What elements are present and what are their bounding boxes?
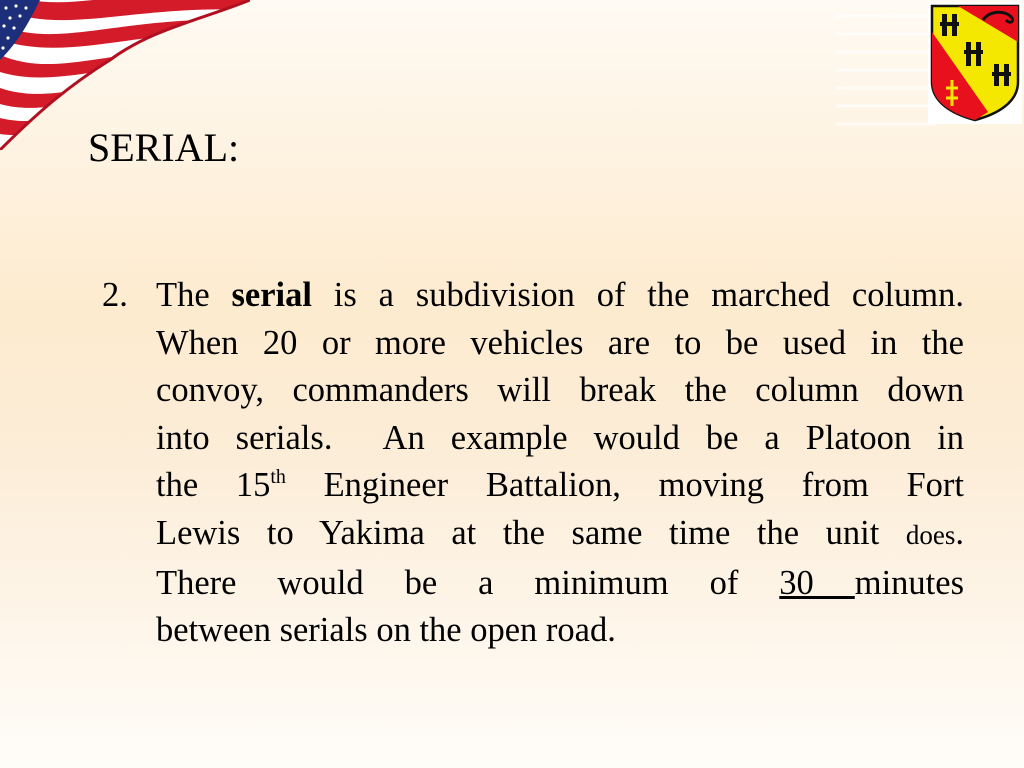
- superscript: th: [270, 466, 286, 489]
- list-item: [102, 272, 964, 655]
- small-text: does: [905, 519, 956, 550]
- text-run: The: [156, 276, 232, 314]
- text-line: between serials on the open road.: [156, 611, 616, 650]
- text-run: is a subdivision of the marched column.: [311, 276, 964, 314]
- text-run: There would be a minimum of: [156, 563, 780, 602]
- bold-term: serial: [231, 276, 312, 314]
- engineer-crest-icon: [928, 2, 1022, 124]
- text-line: [156, 462, 964, 510]
- text-line: [156, 560, 964, 608]
- text-run: the 15: [156, 466, 271, 505]
- list-item-body: [156, 272, 964, 655]
- text-run: into serials. An example would be a Platoon in: [156, 418, 964, 457]
- text-line: [156, 415, 964, 463]
- text-run: .: [955, 513, 964, 552]
- list-item-number: 2.: [102, 276, 128, 314]
- text-line: When 20 or more vehicles are to be used in the: [156, 323, 964, 362]
- banner-decoration: [836, 6, 936, 146]
- slide-title: SERIAL:: [88, 125, 240, 170]
- text-run: minutes: [854, 563, 964, 602]
- text-run: Lewis to Yakima at the same time the unit: [156, 513, 906, 552]
- underlined-value: 30: [779, 563, 855, 602]
- text-line: convoy, commanders will break the column down: [156, 371, 964, 410]
- text-line: [156, 272, 964, 320]
- text-line: [156, 510, 964, 560]
- text-run: Engineer Battalion, moving from Fort: [285, 466, 964, 505]
